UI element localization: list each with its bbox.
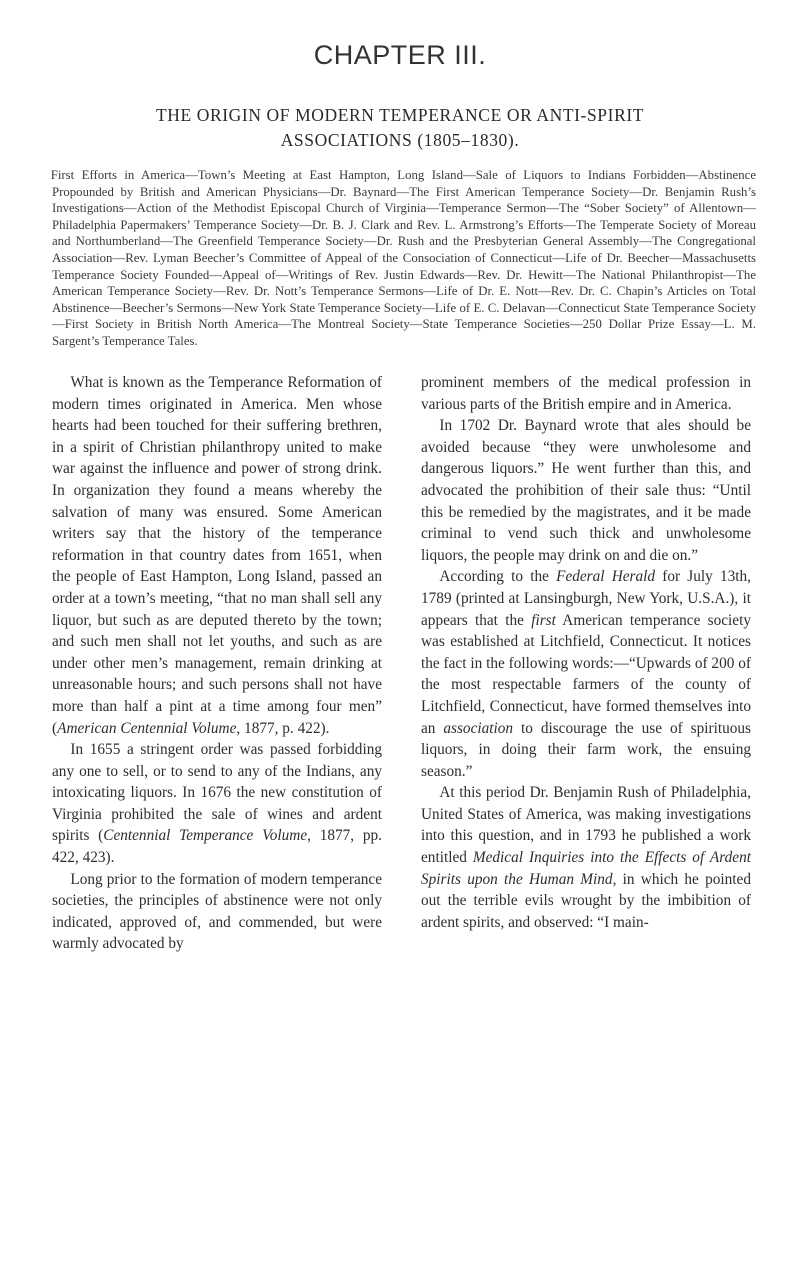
right-column [421,372,751,933]
citation: Medical Inquiries into the Effects of Ardent Spirits upon the Human Mind [421,849,751,888]
paragraph: According to the Federal Herald for July 13th, 1789 (printed at Lansingburgh, New York, U.S.A.), it appears that the first American temperance society was established at Litchfield, Connecticut. It notices the fact in the following words:—“Upwards of 200 of the most respectable farmers of the county of Litchfield, Connecticut, have formed themselves into an association to discourage the use of spirituous liquors, in doing their farm work, the ensuing season.” [421,568,751,780]
chapter-heading: CHAPTER III. [313,40,487,70]
citation: Centennial Temperance Volume [103,827,308,845]
paragraph: What is known as the Temperance Reformation of modern times originated in America. Men whose hearts had been touched for their suffering brethren, in a spirit of Christian philanthropy united to make war against the influence and power of strong drink. In organization they found a means whereby the salvation of many was ensured. Some American writers say that the history of the temperance reformation in that country dates from 1651, when the people of East Hampton, Long Island, passed an order at a town’s meeting, “that no man shall sell any liquor, but such as are deputed thereto by the town; and such men shall not let youths, and such as are under other men’s management, remain drinking at unreasonable hours; and such persons shall not have more than half a pint at a time among four men” (American Centennial Volume, 1877, p. 422). [52,374,382,737]
paragraph: At this period Dr. Benjamin Rush of Philadelphia, United States of America, was making investigations into this question, and in 1793 he published a work entitled Medical Inquiries into the Effects of Ardent Spirits upon the Human Mind, in which he pointed out the terrible evils wrought by the imbibition of ardent spirits, and observed: “I main- [421,784,751,931]
chapter-title [60,103,740,153]
left-column [52,372,382,955]
paragraph: Long prior to the formation of modern temperance societies, the principles of abstinence were not only indicated, approved of, and commended, but were warmly advocated by [52,870,382,953]
citation: Federal Herald [556,568,656,586]
synopsis-text: First Efforts in America—Town’s Meeting at East Hampton, Long Island—Sale of Liquors to Indians Forbidden—Abstinence Propounded by British and American Physicians—Dr. Baynard—The First American Temperance Society—Dr. Benjamin Rush’s Investigations—Action of the Methodist Episcopal Church of Virginia—Temperance Sermon—The “Sober Society” of Allentown—Philadelphia Papermakers’ Temperance Society—Dr. B. J. Clark and Rev. L. Armstrong’s Efforts—The Temperate Society of Moreau and Northumberland—The Greenfield Temperance Society—Dr. Rush and the Presbyterian General Assembly—The Congregational Association—Rev. Lyman Beecher’s Committee of Appeal of the Consociation of Connecticut—Life of Dr. Beecher—Massachusetts Temperance Society Founded—Appeal of—Writings of Rev. Justin Edwards—Rev. Dr. Hewitt—The National Philanthropist—The American Temperance Society—Rev. Dr. Nott’s Temperance Sermons—Life of Dr. E. Nott—Rev. Dr. C. Chapin’s Articles on Total Abstinence—Beecher’s Sermons—New York State Temperance Society—Life of E. C. Delavan—Connecticut State Temperance Society—First Society in British North America—The Montreal Society—State Temperance Societies—250 Dollar Prize Essay—L. M. Sargent’s Temperance Tales. [50,168,756,348]
paragraph: In 1655 a stringent order was passed forbidding any one to sell, or to send to any of the Indians, any intoxicating liquors. In 1676 the new constitution of Virginia prohibited the sale of wines and ardent spirits (Centennial Temperance Volume, 1877, pp. 422, 423). [52,741,382,867]
chapter-title-line-2: ASSOCIATIONS (1805–1830). [280,130,520,150]
chapter-title-line-1: THE ORIGIN OF MODERN TEMPERANCE OR ANTI-SPIRIT [155,105,645,125]
emphasis: association [443,719,514,737]
paragraph-continued: prominent members of the medical profession in various parts of the British empire and in America. [421,374,751,413]
emphasis: first [531,611,556,629]
chapter-synopsis [52,167,756,350]
citation: American Centennial Volume [57,719,237,737]
paragraph: In 1702 Dr. Baynard wrote that ales should be avoided because “they were unwholesome and dangerous liquors.” He went further than this, and advocated the prohibition of their sale thus: “Until this be remedied by the magistrates, and it be made criminal to vend such thick and unwholesome liquors, the people may drink on and die on.” [421,417,751,564]
